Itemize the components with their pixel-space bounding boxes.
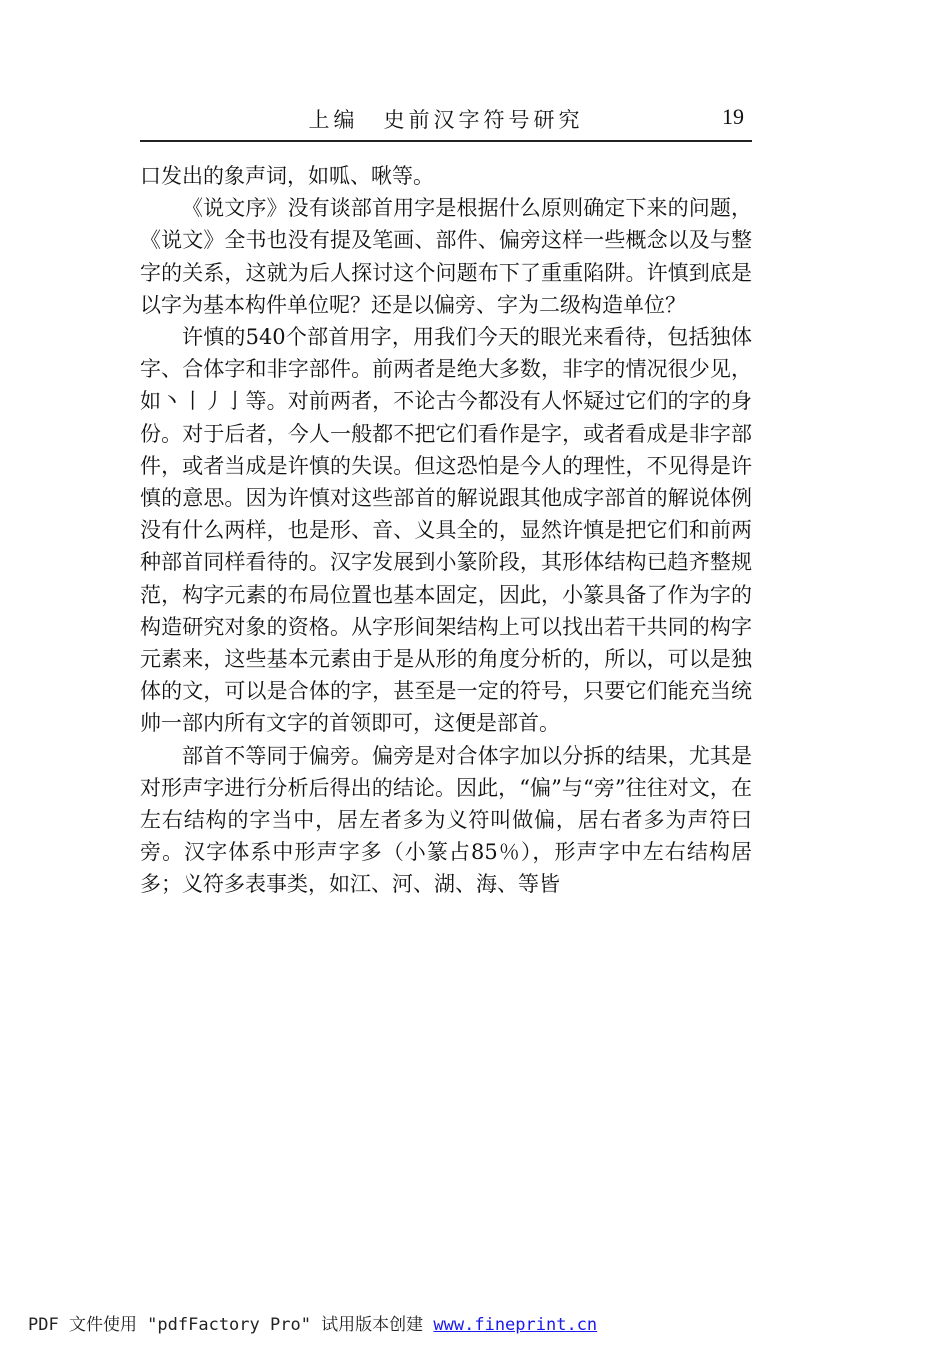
paragraph-continuation: 口发出的象声词，如呱、啾等。 (140, 164, 434, 188)
paragraph: 《说文序》没有谈部首用字是根据什么原则确定下来的问题，《说文》全书也没有提及笔画、部件、偏旁这样一些概念以及与整字的关系，这就为后人探讨这个问题布下了重重陷阱。许慎到底是以字为基本构件单位呢？还是以偏旁、字为二级构造单位？ (140, 196, 752, 317)
header-divider (140, 140, 752, 142)
paragraph: 许慎的540个部首用字，用我们今天的眼光来看待，包括独体字、合体字和非字部件。前两者是绝大多数，非字的情况很少见，如丶丨丿亅等。对前两者，不论古今都没有人怀疑过它们的字的身份。对于后者，今人一般都不把它们看作是字，或者看成是非字部件，或者当成是许慎的失误。但这恐怕是今人的理性，不见得是许慎的意思。因为许慎对这些部首的解说跟其他成字部首的解说体例没有什么两样，也是形、音、义具全的，显然许慎是把它们和前两种部首同样看待的。汉字发展到小篆阶段，其形体结构已趋齐整规范，构字元素的布局位置也基本固定，因此，小篆具备了作为字的构造研究对象的资格。从字形间架结构上可以找出若干共同的构字元素来，这些基本元素由于是从形的角度分析的，所以，可以是独体的文，可以是合体的字，甚至是一定的符号，只要它们能充当统帅一部内所有文字的首领即可，这便是部首。 (140, 325, 752, 736)
page-number: 19 (722, 104, 744, 129)
footer-text: PDF 文件使用 "pdfFactory Pro" 试用版本创建 (28, 1315, 434, 1335)
running-title: 上编 史前汉字符号研究 (308, 108, 584, 132)
pdf-footer (28, 1310, 597, 1335)
body-text (140, 160, 752, 901)
running-head (140, 102, 752, 138)
footer-link[interactable]: www.fineprint.cn (433, 1315, 598, 1335)
paragraph: 部首不等同于偏旁。偏旁是对合体字加以分拆的结果，尤其是对形声字进行分析后得出的结论。因此，“偏”与“旁”往往对文，在左右结构的字当中，居左者多为义符叫做偏，居右者多为声符曰旁。汉字体系中形声字多（小篆占85％），形声字中左右结构居多；义符多表事类，如江、河、湖、海、等皆 (140, 743, 752, 897)
